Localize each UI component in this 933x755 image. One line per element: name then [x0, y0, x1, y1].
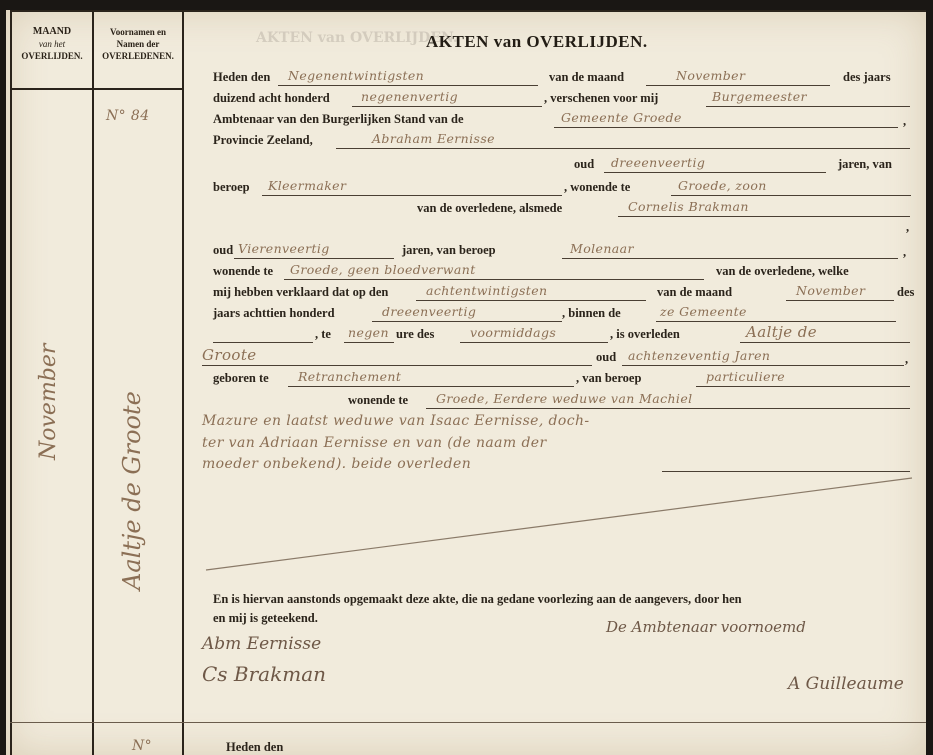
text-hand: achtenzeventig Jaren	[628, 348, 771, 363]
fill-line	[671, 195, 911, 196]
column-header-month: MAAND van het OVERLIJDEN.	[21, 26, 83, 61]
text-hand: particuliere	[706, 369, 786, 384]
text-print: , van beroep	[576, 371, 642, 385]
text-print: Heden den	[213, 70, 271, 84]
text-print: des jaars	[843, 70, 891, 84]
margin-deceased-name: Aaltje de Groote	[118, 391, 146, 590]
text-hand: November	[796, 283, 866, 298]
text-hand: negen	[348, 325, 389, 340]
fill-line	[262, 195, 562, 196]
text-print: , binnen de	[562, 306, 621, 320]
text-print: ure des	[396, 327, 435, 341]
text-hand: Groede, Eerdere weduwe van Machiel	[436, 391, 693, 406]
column-divider-2	[182, 10, 184, 755]
text-print: ,	[905, 352, 909, 366]
fill-line	[426, 408, 910, 409]
text-hand: November	[676, 68, 746, 83]
fill-line	[604, 172, 826, 173]
fill-line	[372, 321, 562, 322]
text-print: Ambtenaar van den Burgerlijken Stand van de	[213, 112, 464, 126]
fill-line	[696, 386, 910, 387]
text-hand: Cornelis Brakman	[628, 199, 749, 214]
text-print: wonende te	[213, 264, 274, 278]
next-entry-text: Heden den	[226, 740, 284, 754]
fill-line	[646, 85, 830, 86]
declarant-signature-1: Abm Eernisse	[202, 634, 322, 654]
closing-text: En is hiervan aanstonds opgemaakt deze akte, die na gedane voorlezing aan de aangevers, door hen	[213, 592, 742, 606]
entry-number: N° 84	[106, 108, 150, 124]
text-print: des	[897, 285, 915, 299]
text-hand: achtentwintigsten	[426, 283, 548, 298]
column-header-names: Voornamen en Namen der OVERLEDENEN.	[102, 27, 174, 61]
text-hand: negenenvertig	[361, 89, 459, 104]
header-underline	[10, 88, 184, 90]
top-border	[10, 10, 926, 12]
official-signature: A Guilleaume	[788, 674, 904, 694]
text-hand: ter van Adriaan Eernisse en van (de naam der	[202, 435, 547, 451]
text-hand: Groede, zoon	[678, 178, 767, 193]
text-hand: ze Gemeente	[660, 304, 747, 319]
fill-line	[786, 300, 894, 301]
fill-line	[344, 342, 394, 343]
text-print: , is overleden	[610, 327, 680, 341]
text-print: , te	[315, 327, 331, 341]
fill-line	[662, 471, 910, 472]
text-hand: moeder onbekend). beide overleden	[202, 456, 472, 472]
next-entry-number: N°	[132, 738, 153, 754]
text-print: oud	[213, 243, 234, 257]
text-hand: Groede, geen bloedverwant	[290, 262, 476, 277]
fill-line	[288, 386, 574, 387]
text-hand: Vierenveertig	[238, 241, 330, 256]
text-hand: Mazure en laatst weduwe van Isaac Eernisse, doch-	[202, 413, 590, 429]
text-hand: Abraham Eernisse	[372, 131, 495, 146]
text-print: oud	[596, 350, 617, 364]
text-print: ,	[903, 114, 907, 128]
page-title: AKTEN van OVERLIJDEN.	[426, 32, 648, 51]
official-signature-note: De Ambtenaar voornoemd	[606, 618, 806, 636]
margin-month: November	[36, 343, 61, 460]
fill-line	[740, 342, 910, 343]
fill-line	[284, 279, 704, 280]
fill-line	[234, 258, 394, 259]
text-print: wonende te	[348, 393, 409, 407]
text-print: ,	[906, 220, 910, 234]
text-hand: dreeenveertig	[611, 155, 706, 170]
text-hand: Retranchement	[298, 369, 402, 384]
fill-line	[352, 106, 542, 107]
text-hand: Kleermaker	[268, 178, 347, 193]
text-hand: Groote	[202, 346, 257, 364]
left-border	[10, 10, 12, 755]
text-print: van de maand	[657, 285, 733, 299]
bleed-through-text: AKTEN van OVERLIJDEN.	[256, 30, 458, 46]
text-print: duizend acht honderd	[213, 91, 330, 105]
text-print: jaren, van	[838, 157, 892, 171]
fill-line	[562, 258, 898, 259]
text-print: geboren te	[213, 371, 269, 385]
fill-line	[213, 342, 313, 343]
text-hand: Negenentwintigsten	[288, 68, 425, 83]
fill-line	[278, 85, 538, 86]
fill-line	[336, 148, 910, 149]
fill-line	[460, 342, 608, 343]
text-print: ,	[903, 245, 907, 259]
text-print: mij hebben verklaard dat op den	[213, 285, 389, 299]
fill-line	[202, 365, 592, 366]
text-print: jaren, van beroep	[402, 243, 496, 257]
closing-text: en mij is geteekend.	[213, 611, 318, 625]
text-hand: Burgemeester	[712, 89, 807, 104]
text-print: jaars achttien honderd	[213, 306, 335, 320]
text-print: van de maand	[549, 70, 625, 84]
column-divider-1	[92, 10, 94, 755]
text-hand: voormiddags	[470, 325, 557, 340]
text-print: , verschenen voor mij	[544, 91, 659, 105]
text-hand: dreeenveertig	[382, 304, 477, 319]
fill-line	[416, 300, 646, 301]
register-page	[6, 10, 926, 755]
fill-line	[554, 127, 898, 128]
declarant-signature-2: Cs Brakman	[202, 662, 326, 686]
fill-line	[618, 216, 910, 217]
fill-line	[706, 106, 910, 107]
entry-separator	[10, 722, 926, 723]
fill-line	[622, 365, 904, 366]
text-print: , wonende te	[564, 180, 631, 194]
text-print: van de overledene, alsmede	[417, 201, 563, 215]
text-print: van de overledene, welke	[716, 264, 849, 278]
text-hand: Gemeente Groede	[561, 110, 682, 125]
text-hand: Molenaar	[570, 241, 634, 256]
void-diagonal-line	[202, 474, 922, 574]
fill-line	[656, 321, 896, 322]
text-print: oud	[574, 157, 595, 171]
text-hand: Aaltje de	[746, 323, 817, 341]
text-print: beroep	[213, 180, 250, 194]
text-print: Provincie Zeeland,	[213, 133, 313, 147]
